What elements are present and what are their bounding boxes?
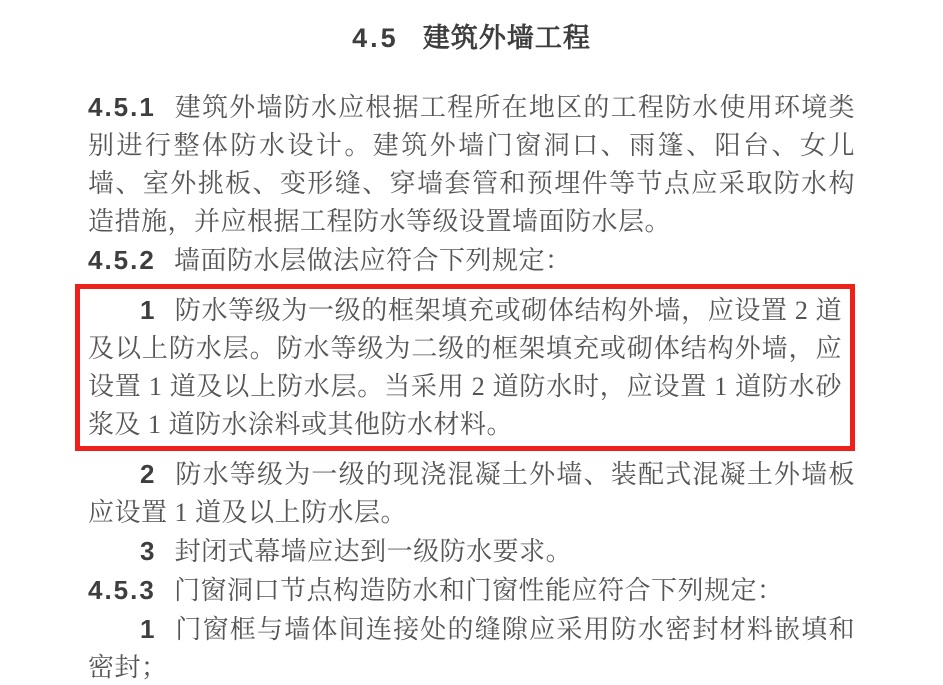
item-text: 封闭式幕墙应达到一级防水要求。 — [174, 537, 573, 566]
clause-4-5-2 — [88, 241, 855, 280]
clause-text: 墙面防水层做法应符合下列规定： — [174, 246, 572, 275]
clause-number: 4.5.3 — [88, 575, 156, 605]
item-text: 防水等级为一级的现浇混凝土外墙、装配式混凝土外墙板应设置 1 道及以上防水层。 — [88, 460, 855, 527]
clause-text: 门窗洞口节点构造防水和门窗性能应符合下列规定： — [174, 576, 784, 605]
item-text: 门窗框与墙体间连接处的缝隙应采用防水密封材料嵌填和密封； — [88, 615, 855, 682]
item-2 — [88, 455, 855, 532]
item-number: 3 — [140, 536, 157, 566]
highlight-rectangle — [75, 284, 855, 451]
item-3 — [88, 532, 855, 571]
section-title-number: 4.5 — [352, 23, 399, 53]
item-1-highlighted — [88, 291, 842, 444]
item-1-of-4-5-3 — [88, 610, 855, 685]
clause-text: 建筑外墙防水应根据工程所在地区的工程防水使用环境类别进行整体防水设计。建筑外墙门窗洞口、雨篷、阳台、女儿墙、室外挑板、变形缝、穿墙套管和预埋件等节点应采取防水构造措施，并应根据工程防水等级设置墙面防水层。 — [88, 93, 855, 236]
section-title — [88, 18, 855, 58]
clause-number: 4.5.2 — [88, 245, 156, 275]
item-number: 1 — [140, 295, 157, 325]
item-number: 2 — [140, 459, 157, 489]
item-number: 1 — [140, 614, 157, 644]
clause-number: 4.5.1 — [88, 92, 156, 122]
section-title-text: 建筑外墙工程 — [422, 23, 591, 53]
item-text: 防水等级为一级的框架填充或砌体结构外墙，应设置 2 道及以上防水层。防水等级为二级的框架填充或砌体结构外墙，应设置 1 道及以上防水层。当采用 2 道防水时，应设置 1 道防水砂浆及 1 道防水涂料或其他防水材料。 — [88, 296, 842, 439]
clause-4-5-1 — [88, 88, 855, 241]
clause-4-5-3 — [88, 571, 855, 610]
